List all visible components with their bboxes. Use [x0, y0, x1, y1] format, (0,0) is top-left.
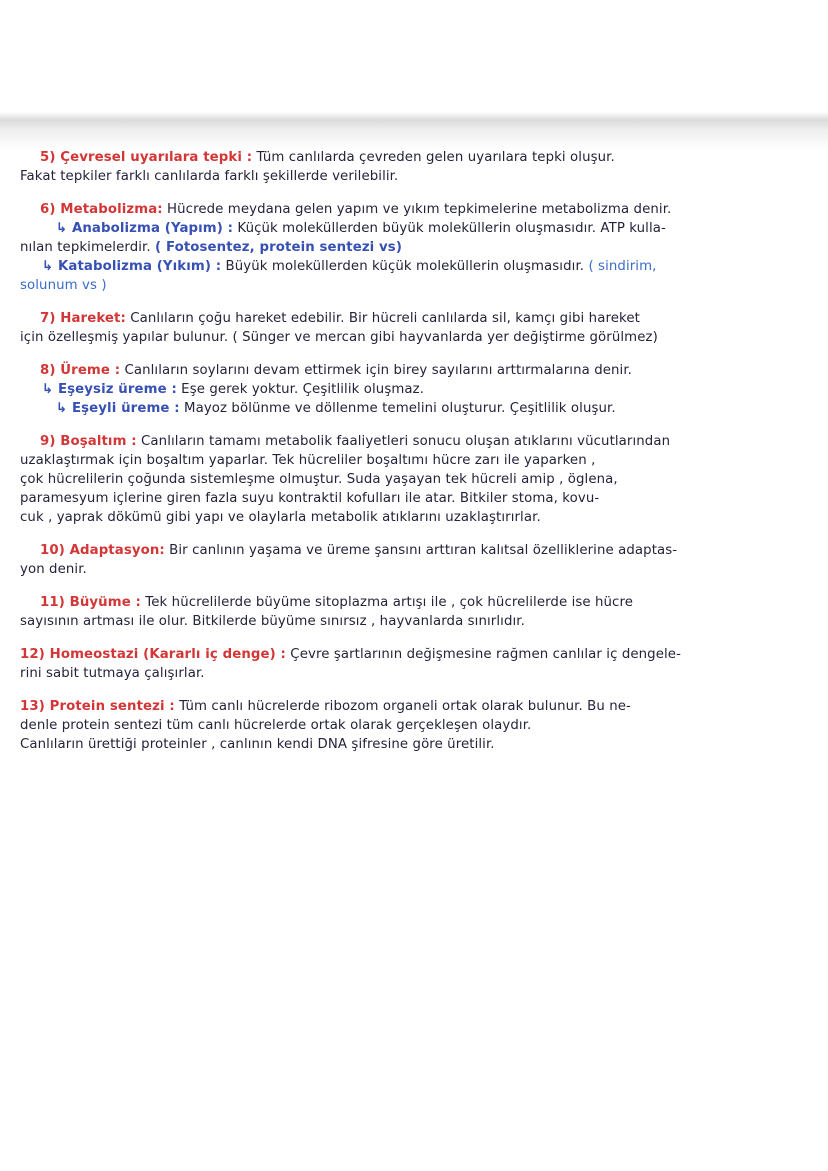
section-line [20, 645, 815, 664]
page-top-shadow [0, 0, 828, 150]
section-line [20, 432, 815, 451]
section-line [20, 697, 815, 716]
section-text: denle protein sentezi tüm canlı hücrelerde ortak olarak gerçekleşen olaydır. [20, 718, 532, 733]
section-text: cuk , yaprak dökümü gibi yapı ve olaylarla metabolik atıklarını uzaklaştırırlar. [20, 510, 541, 525]
subsection-heading: ↳ Katabolizma (Yıkım) : [42, 259, 222, 274]
section-text: Tüm canlılarda çevreden gelen uyarılara tepki oluşur. [252, 150, 615, 165]
section-text: Mayoz bölünme ve döllenme temelini oluşturur. Çeşitlilik oluşur. [179, 401, 616, 416]
section-heading: 8) Üreme : [40, 363, 121, 378]
section-line [20, 309, 815, 328]
section-line [20, 328, 815, 347]
section-heading: 12) Homeostazi (Kararlı iç denge) : [20, 647, 286, 662]
section-text: yon denir. [20, 562, 87, 577]
section-line [20, 451, 815, 470]
section-homeostasis [20, 645, 815, 683]
section-heading: 5) Çevresel uyarılara tepki : [40, 150, 253, 165]
section-line [20, 361, 815, 380]
section-text: rini sabit tutmaya çalışırlar. [20, 666, 205, 681]
section-text: sayısının artması ile olur. Bitkilerde büyüme sınırsız , hayvanlarda sınırlıdır. [20, 614, 525, 629]
section-text: nılan tepkimelerdir. [20, 240, 156, 255]
section-text: Fakat tepkiler farklı canlılarda farklı şekillerde verilebilir. [20, 169, 399, 184]
section-protein-synthesis [20, 697, 815, 754]
section-adaptation [20, 541, 815, 579]
section-text: Hücrede meydana gelen yapım ve yıkım tepkimelerine metabolizma denir. [162, 202, 672, 217]
section-heading: 6) Metabolizma: [40, 202, 163, 217]
section-line [20, 508, 815, 527]
example-text: solunum vs ) [20, 278, 107, 293]
example-text: ( Fotosentez, protein sentezi vs) [155, 240, 402, 255]
example-text: ( Sünger ve mercan gibi hayvanlarda yer değiştirme görülmez) [232, 330, 658, 345]
subsection-heading: ↳ Anabolizma (Yapım) : [56, 221, 234, 236]
section-line [20, 560, 815, 579]
section-text: Canlıların soylarını devam ettirmek için birey sayılarını arttırmalarına denir. [120, 363, 633, 378]
subsection-heading: ↳ Eşeyli üreme : [56, 401, 180, 416]
section-text: Çevre şartlarının değişmesine rağmen canlılar iç dengele- [285, 647, 681, 662]
section-heading: 10) Adaptasyon: [40, 543, 165, 558]
section-text: Büyük moleküllerden küçük moleküllerin oluşmasıdır. [221, 259, 589, 274]
section-text: Bir canlının yaşama ve üreme şansını arttıran kalıtsal özelliklerine adaptas- [164, 543, 678, 558]
section-line [20, 612, 815, 631]
section-text: Tüm canlı hücrelerde ribozom organeli ortak olarak bulunur. Bu ne- [174, 699, 631, 714]
section-growth [20, 593, 815, 631]
section-line [20, 200, 815, 219]
section-line [20, 148, 815, 167]
section-heading: 9) Boşaltım : [40, 434, 137, 449]
subsection-heading: ↳ Eşeysiz üreme : [42, 382, 177, 397]
section-line [20, 238, 815, 257]
section-text: Eşe gerek yoktur. Çeşitlilik oluşmaz. [176, 382, 425, 397]
section-text: Canlıların tamamı metabolik faaliyetleri sonucu oluşan atıklarını vücutlarından [136, 434, 671, 449]
section-environmental-response [20, 148, 815, 186]
section-text: için özelleşmiş yapılar bulunur. [20, 330, 233, 345]
section-movement [20, 309, 815, 347]
example-text: ( sindirim, [588, 259, 657, 274]
section-reproduction [20, 361, 815, 418]
section-text: Canlıların çoğu hareket edebilir. Bir hücreli canlılarda sil, kamçı gibi hareket [125, 311, 640, 326]
section-line [20, 541, 815, 560]
section-line [20, 470, 815, 489]
section-line [20, 167, 815, 186]
section-text: Canlıların ürettiği proteinler , canlının kendi DNA şifresine göre üretilir. [20, 737, 495, 752]
section-excretion [20, 432, 815, 527]
notes-body [20, 148, 815, 768]
section-text: paramesyum içlerine giren fazla suyu kontraktil kofulları ile atar. Bitkiler stoma, kovu- [20, 491, 600, 506]
section-heading: 7) Hareket: [40, 311, 126, 326]
section-line [20, 257, 815, 276]
section-heading: 11) Büyüme : [40, 595, 141, 610]
section-line [20, 593, 815, 612]
section-text: Tek hücrelilerde büyüme sitoplazma artışı ile , çok hücrelilerde ise hücre [140, 595, 634, 610]
section-line [20, 399, 815, 418]
section-heading: 13) Protein sentezi : [20, 699, 175, 714]
section-text: Küçük moleküllerden büyük moleküllerin oluşmasıdır. ATP kulla- [233, 221, 666, 236]
section-line [20, 380, 815, 399]
section-line [20, 219, 815, 238]
section-text: uzaklaştırmak için boşaltım yaparlar. Tek hücreliler boşaltımı hücre zarı ile yaparken , [20, 453, 596, 468]
section-metabolism [20, 200, 815, 295]
section-line [20, 735, 815, 754]
section-text: çok hücrelilerin çoğunda sistemleşme olmuştur. Suda yaşayan tek hücreli amip , öglena, [20, 472, 618, 487]
section-line [20, 276, 815, 295]
section-line [20, 664, 815, 683]
section-line [20, 716, 815, 735]
section-line [20, 489, 815, 508]
